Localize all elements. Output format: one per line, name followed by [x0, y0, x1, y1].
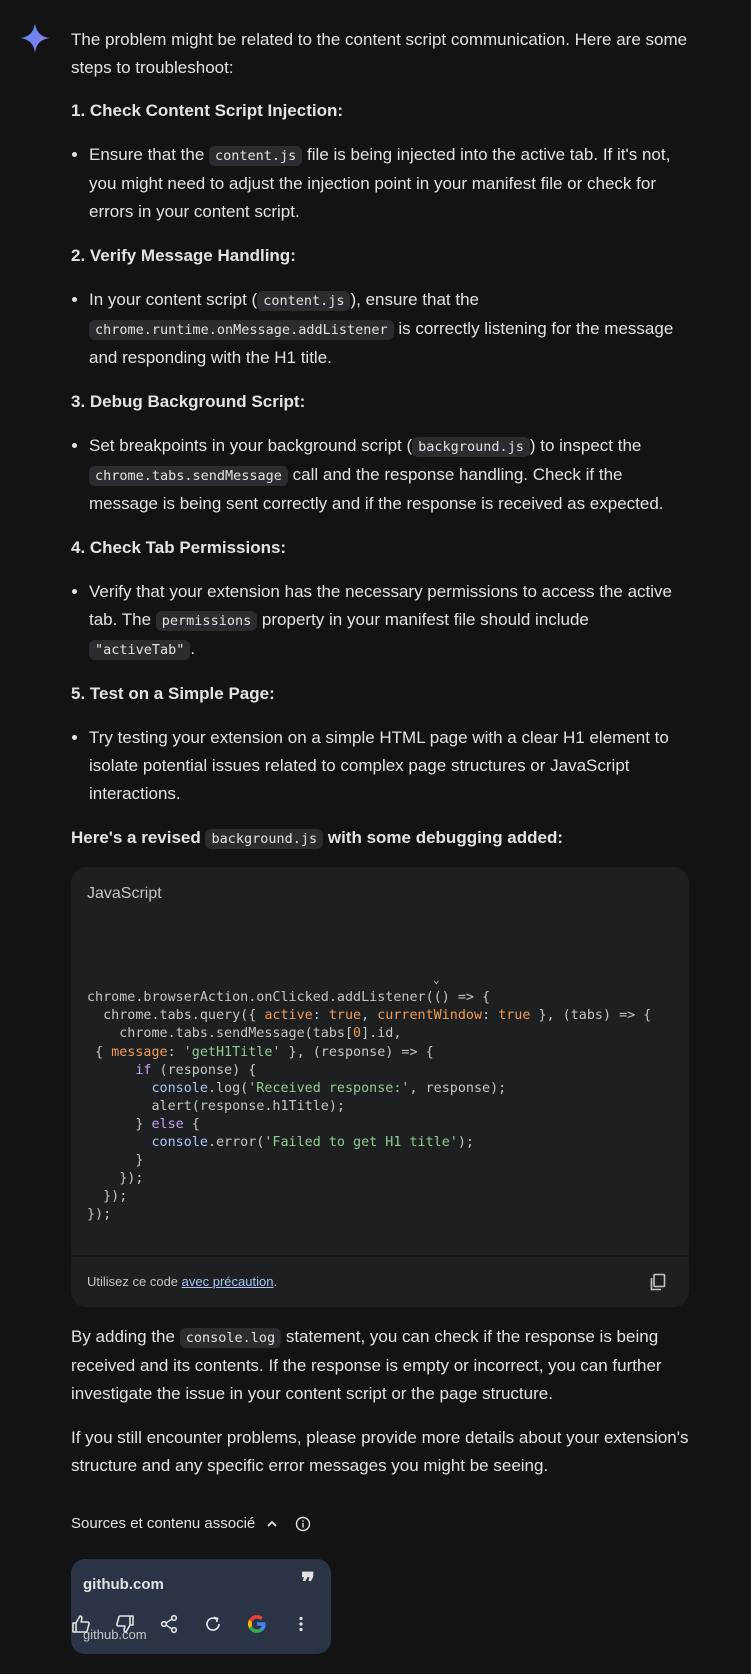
thumbs-down-icon[interactable]	[114, 1613, 136, 1635]
info-icon[interactable]	[295, 1516, 311, 1532]
chevron-down-icon[interactable]: ⌄	[433, 973, 440, 986]
inline-code: permissions	[156, 611, 257, 631]
inline-code: content.js	[257, 291, 350, 311]
source-title: github.com	[83, 1575, 164, 1593]
sources-toggle[interactable]	[71, 1512, 689, 1536]
code-block	[71, 867, 689, 1307]
code-content[interactable]	[71, 921, 689, 1255]
sparkle-icon	[19, 22, 51, 54]
step-heading: 1. Check Content Script Injection:	[71, 101, 344, 120]
step-list	[71, 141, 689, 226]
code-line: alert(response.h1Title);	[87, 1098, 345, 1114]
source-domain: github.com	[83, 1626, 147, 1642]
inline-code: chrome.runtime.onMessage.addListener	[89, 320, 394, 340]
quote-icon: ❞	[301, 1567, 315, 1598]
source-card[interactable]	[71, 1559, 331, 1654]
code-line: chrome.tabs.query({ active: true, currentWindow: true }, (tabs) => {	[87, 1008, 652, 1024]
list-item: • Verify that your extension has the necessary permissions to access the active tab. The permissions property in your manifest file should include "activeTab" .	[89, 578, 689, 664]
step-list	[71, 578, 689, 664]
inline-code: background.js	[412, 437, 530, 457]
step-list	[71, 286, 689, 372]
share-icon[interactable]	[158, 1613, 180, 1635]
revised-heading: Here's a revised background.js with some debugging added:	[71, 828, 564, 847]
code-line: }	[87, 1153, 144, 1169]
code-language-label: JavaScript	[87, 885, 162, 902]
inline-code: background.js	[205, 829, 323, 849]
response-actions	[70, 1610, 334, 1638]
regenerate-icon[interactable]	[202, 1613, 224, 1635]
google-icon[interactable]	[246, 1613, 268, 1635]
copy-icon[interactable]	[649, 1273, 667, 1291]
caution-link[interactable]: avec précaution	[181, 1273, 274, 1289]
code-line: chrome.tabs.sendMessage(tabs[0].id,	[87, 1026, 402, 1042]
step-heading: 4. Check Tab Permissions:	[71, 538, 287, 557]
code-line: console.log('Received response:', response);	[151, 1080, 507, 1096]
thumbs-up-icon[interactable]	[70, 1613, 92, 1635]
chevron-up-icon[interactable]	[265, 1517, 279, 1531]
step-list	[71, 432, 689, 518]
closing-paragraph: If you still encounter problems, please provide more details about your extension's structure and any specific error messages you might be seeing.	[71, 1427, 689, 1475]
step-heading: 3. Debug Background Script:	[71, 392, 306, 411]
list-item: • Set breakpoints in your background script ( background.js ) to inspect the chrome.tabs.sendMessage call and the response handling. Check if the message is being sent correctly and if the response is received as expected.	[89, 432, 689, 518]
inline-code: chrome.tabs.sendMessage	[89, 466, 288, 486]
code-line: });	[87, 1171, 144, 1187]
code-line: { message: 'getH1Title' }, (response) => {	[87, 1044, 434, 1060]
inline-code: content.js	[209, 146, 302, 166]
code-line: chrome.browserAction.onClicked.addListener(() => {	[87, 990, 491, 1006]
code-line: });	[87, 1189, 128, 1205]
step-heading: 5. Test on a Simple Page:	[71, 684, 275, 703]
list-item: • In your content script ( content.js ), ensure that the chrome.runtime.onMessage.addListener is correctly listening for the message and responding with the H1 title.	[89, 286, 689, 372]
code-line: } else {	[87, 1116, 200, 1132]
sources-label: Sources et contenu associé	[71, 1514, 256, 1532]
closing-paragraph: By adding the console.log statement, you can check if the response is being received and its contents. If the response is empty or incorrect, you can further investigate the issue in your content script or the page structure.	[71, 1326, 662, 1403]
step-list	[71, 724, 689, 808]
code-footer: Utilisez ce code avec précaution.	[71, 1255, 689, 1307]
list-item: • Try testing your extension on a simple HTML page with a clear H1 element to isolate potential issues related to complex page structures or JavaScript interactions.	[89, 724, 689, 808]
assistant-response	[71, 26, 689, 1654]
code-line: console.error('Failed to get H1 title');	[151, 1135, 474, 1151]
step-heading: 2. Verify Message Handling:	[71, 246, 296, 265]
code-line: });	[87, 1207, 112, 1223]
response-intro: The problem might be related to the content script communication. Here are some steps to troubleshoot:	[71, 30, 688, 77]
more-vert-icon[interactable]	[290, 1613, 312, 1635]
inline-code: "activeTab"	[89, 640, 190, 660]
code-line: if (response) {	[135, 1062, 257, 1078]
inline-code: console.log	[180, 1328, 281, 1348]
list-item: • Ensure that the content.js file is being injected into the active tab. If it's not, you might need to adjust the injection point in your manifest file or check for errors in your content script.	[89, 141, 689, 226]
